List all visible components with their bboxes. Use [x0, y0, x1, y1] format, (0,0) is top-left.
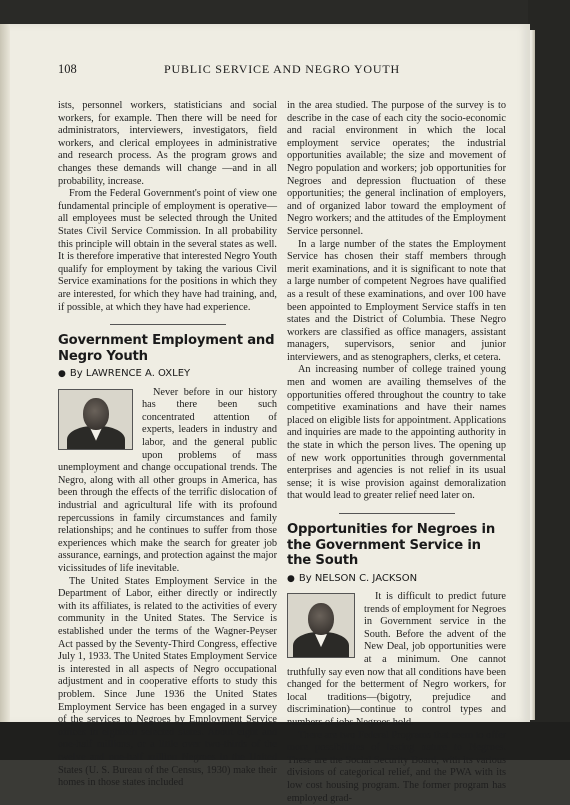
- portrait-head: [308, 603, 334, 635]
- byline: [287, 573, 506, 586]
- paragraph: An increasing number of college trained young men and women are availing themselves of the opportunities offered throughout the country to take competitive examinations and have their names placed on eligible lists for appointment. Applications and inquiries are made to the appointing authority in the state in which the person lives. The opening up of new work opportunities through governmental enterprises and agencies is not relief in its usual sense; it is wise provision against demoralization that would lead to greater relief need later on.: [287, 364, 506, 502]
- paragraph: There are two Federal Programs that seem to offer more possibilities of lasting nature to Negroes. These are the Social Security Board, with its various divisions of categorical relief, and the PWA with its low cost housing program. The former program has employed grad-: [287, 729, 506, 804]
- paragraph: From the Federal Government's point of view one fundamental principle of employment is operative—all employees must be selected through the United States Civil Service Commission. In all probability this principle will obtain in the several states as well. It is therefore imperative that interested Negro Youth qualify for employment by taking the various Civil Service examinations for the positions in which they are interested, for which they have had training, and, if possible, at which they have had experience.: [58, 188, 277, 313]
- right-column: [287, 100, 506, 805]
- section-divider: [110, 324, 226, 325]
- paragraph: ists, personnel workers, statisticians and social workers, for example. Then there will be need for administrators, interviewers, investigators, field workers, and clerical employees in administrative and research process. As the program grows and changes these demands will change —and in all probability, increase.: [58, 100, 277, 187]
- running-head: PUBLIC SERVICE AND NEGRO YOUTH: [164, 62, 400, 76]
- bullet-icon: ●: [58, 369, 66, 380]
- left-column: [58, 100, 277, 790]
- page-number: 108: [58, 62, 77, 76]
- page-header: [58, 62, 506, 84]
- paragraph: in the area studied. The purpose of the survey is to describe in the case of each city the socio-economic and racial environment in which the local employment service operates; the industrial opportunities available; the size and movement of Negro population and workers; job opportunities for Negroes and depression fluctuation of these opportunities; the general inclination of employers, and of organized labor toward the employment of Negro workers; and the attitudes of the Employment Service personnel.: [287, 100, 506, 237]
- paragraph: The United States Employment Service in the Department of Labor, either directly or indirectly with its affiliates, is related to the activities of every community in the United States. The Service is established under the terms of the Wagner-Peyser Act passed by the Seventy-Third Congress, effective July 1, 1933. The United States Employment Service is interested in all aspects of Negro occupational adjustment and in cooperative efforts to study this problem. Since June 1936 the United States Employment Service has been engaged in a survey of the services to Negroes by Employment Service offices in eighteen selected states. About eight and one-half millions, or a little over two-thirds of the twelve and one-half million Negroes in the United States (U. S. Bureau of the Census, 1930) make their homes in those states included: [58, 575, 277, 789]
- bullet-icon: ●: [287, 573, 295, 584]
- section-divider: [339, 513, 455, 514]
- section-title: Opportunities for Negroes in the Government Service in the South: [287, 522, 496, 568]
- author-portrait-photo: [58, 389, 133, 450]
- book-gutter: [0, 24, 10, 724]
- paragraph: It is difficult to predict future trends of employment for Negroes in Government service in the South. Before the advent of the New Deal, job opportunities were at a minimum. One cannot truthfully say even now that all conditions have been changed for the betterment of Negro workers, for local traditions—(bigotry, prejudice and discrimination)—continue to control types and numbers of jobs Negroes hold.: [287, 591, 506, 729]
- author-name: NELSON C. JACKSON: [314, 572, 418, 584]
- paragraph: In a large number of the states the Employment Service has chosen their staff members through merit examinations, and it is significant to note that a large number of competent Negroes have qualified as a result of these examinations, and over 100 have been appointed to Employment Service staffs in ten states and the District of Columbia. These Negro workers are classified as office managers, assistant managers, supervisors, senior and junior interviewers, and as stenographers, clerks, et cetera.: [287, 238, 506, 363]
- byline-prefix: By: [69, 368, 83, 380]
- byline: [58, 368, 277, 381]
- portrait-head: [83, 398, 109, 430]
- author-name: LAWRENCE A. OXLEY: [85, 368, 191, 380]
- byline-prefix: By: [298, 572, 312, 584]
- author-portrait-photo: [287, 593, 355, 658]
- section-title: Government Employment and Negro Youth: [58, 333, 275, 364]
- paragraph: Never before in our history has there been such concentrated attention of experts, leaders in industry and labor, and the general public upon problems of mass unemployment and change occupational trends. The Negro, along with all other groups in America, has been through the effects of the terrific dislocation of industrial and agricultural life with its profound repercussions in family circumstances and family relationships; and he continues to suffer from those experiences which make the search for greater job assurance, earnings, and protection against the major vicissitudes of life inevitable.: [58, 386, 277, 574]
